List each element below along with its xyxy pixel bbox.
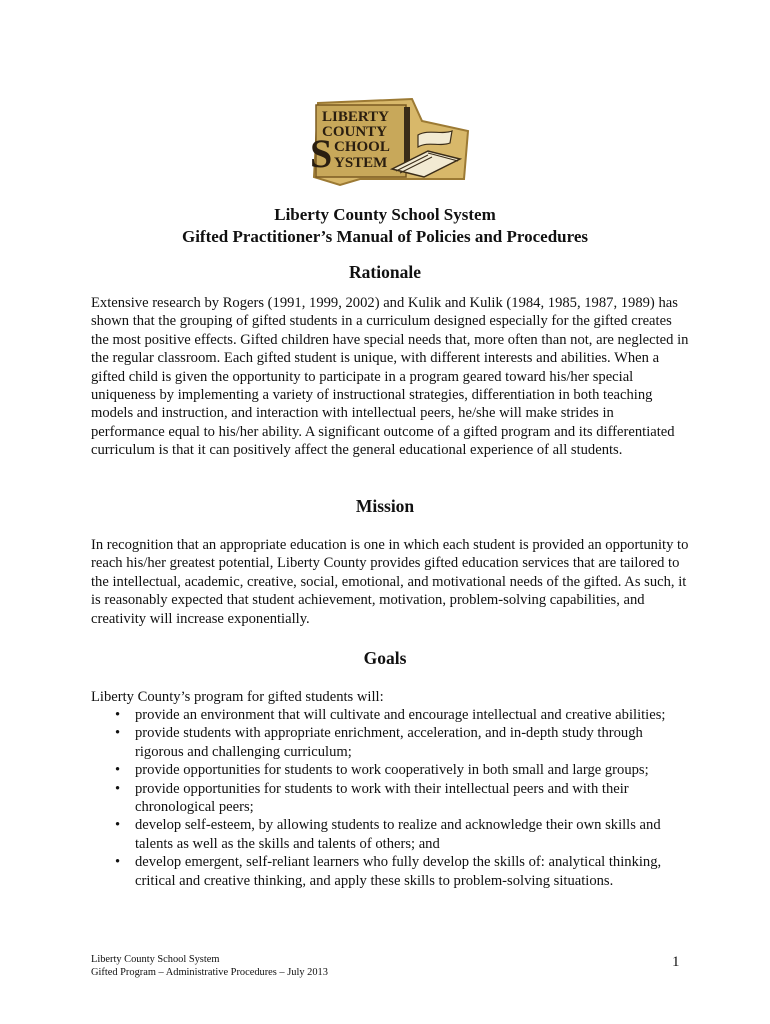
footer-line-1: Liberty County School System bbox=[91, 954, 220, 965]
goal-text: provide opportunities for students to work with their intellectual peers and with their chronological peers; bbox=[135, 780, 629, 816]
goal-item bbox=[91, 724, 691, 761]
bullet-icon: • bbox=[115, 817, 121, 834]
bullet-icon: • bbox=[115, 854, 121, 871]
logo-line-3: CHOOL bbox=[334, 139, 390, 155]
logo-line-1: LIBERTY bbox=[322, 109, 389, 125]
page-number: 1 bbox=[672, 954, 680, 970]
logo-line-2: COUNTY bbox=[322, 124, 388, 140]
logo-big-s: S bbox=[310, 131, 333, 176]
goals-list bbox=[91, 706, 691, 890]
page-footer bbox=[91, 953, 328, 979]
manual-title: Gifted Practitioner’s Manual of Policies and Procedures bbox=[181, 227, 589, 246]
footer-line-2: Gifted Program – Administrative Procedures – July 2013 bbox=[91, 967, 328, 978]
logo-line-4: YSTEM bbox=[334, 155, 388, 171]
bullet-icon: • bbox=[115, 762, 121, 779]
goal-text: provide students with appropriate enrichment, acceleration, and in-depth study through rigorous and challenging curriculum; bbox=[135, 725, 643, 760]
bullet-icon: • bbox=[115, 780, 121, 797]
goal-item bbox=[91, 853, 691, 890]
rationale-heading: Rationale bbox=[349, 262, 421, 282]
goal-item bbox=[91, 816, 691, 853]
goal-item bbox=[91, 761, 691, 779]
mission-paragraph: In recognition that an appropriate education is one in which each student is provided an opportunity to reach his/her greatest potential, Liberty County provides gifted education services that are tailored to the intellectual, academic, creative, social, emotional, and motivational needs of the gifted. As such, it is reasonably expected that student achievement, motivation, problem-solving capabilities, and creativity will increase exponentially. bbox=[91, 537, 689, 627]
goal-item bbox=[91, 780, 691, 817]
rationale-paragraph: Extensive research by Rogers (1991, 1999, 2002) and Kulik and Kulik (1984, 1985, 1987, 1989) has shown that the grouping of gifted students in a curriculum designed especially for the gifted creates the most positive effects. Gifted children have special needs that, more often than not, are neglected in the regular classroom. Each gifted student is unique, with different interests and abilities. When a gifted child is given the opportunity to participate in a program geared toward his/her special uniqueness by implementing a variety of instructional strategies, differentiation in both teaching models and instruction, and interaction with intellectual peers, he/she will make strides in performance equal to his/her ability. A significant outcome of a gifted program and its differentiated curriculum is that it can positively affect the general educational experience of all students. bbox=[91, 295, 689, 459]
mission-heading: Mission bbox=[355, 496, 415, 516]
goals-intro: Liberty County’s program for gifted students will: bbox=[91, 689, 384, 705]
goal-text: develop self-esteem, by allowing students to realize and acknowledge their own skills and talents as well as the skills and talents of others; and bbox=[135, 817, 661, 852]
goals-heading: Goals bbox=[363, 648, 407, 668]
school-system-logo bbox=[300, 95, 470, 187]
goal-text: provide an environment that will cultivate and encourage intellectual and creative abilities; bbox=[135, 707, 666, 723]
goal-text: develop emergent, self-reliant learners who fully develop the skills of: analytical thinking, critical and creative thinking, and apply these skills to problem-solving situations. bbox=[135, 854, 662, 889]
goal-item bbox=[91, 706, 691, 724]
bullet-icon: • bbox=[115, 707, 121, 723]
bullet-icon: • bbox=[115, 725, 121, 742]
organization-title: Liberty County School System bbox=[274, 205, 496, 224]
goal-text: provide opportunities for students to work cooperatively in both small and large groups; bbox=[135, 762, 649, 779]
